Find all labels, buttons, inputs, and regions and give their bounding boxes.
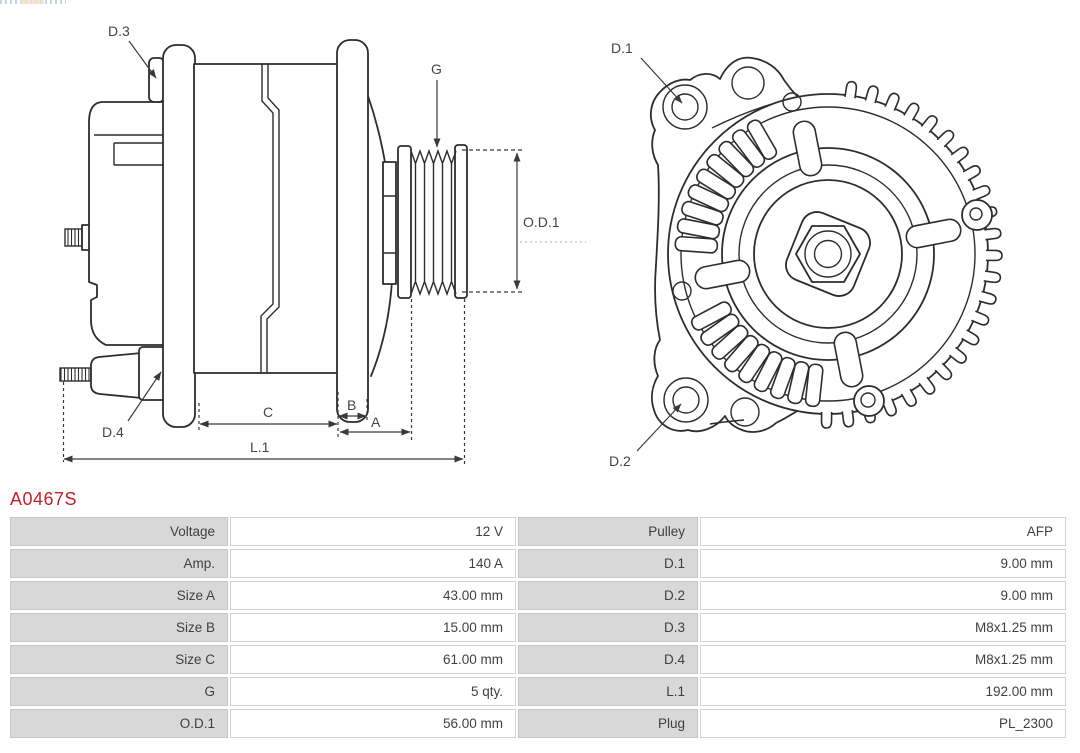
spec-label: D.1	[518, 549, 698, 578]
spec-value: 12 V	[230, 517, 516, 546]
spec-row	[10, 677, 1066, 706]
spec-value: 5 qty.	[230, 677, 516, 706]
spec-row	[10, 613, 1066, 642]
mounting-stud	[60, 368, 91, 381]
spec-value: 61.00 mm	[230, 645, 516, 674]
spec-value: 9.00 mm	[700, 549, 1066, 578]
page-corner-artifact	[0, 0, 66, 4]
spec-label: Size B	[10, 613, 228, 642]
spec-label: Size A	[10, 581, 228, 610]
spec-row	[10, 549, 1066, 578]
d1-hole	[672, 94, 698, 120]
d1-hole-boss	[663, 85, 707, 129]
spec-table	[8, 514, 1068, 741]
spec-value: PL_2300	[700, 709, 1066, 738]
spec-row	[10, 709, 1066, 738]
label-l1: L.1	[250, 439, 270, 455]
side-view	[60, 40, 467, 427]
spec-value: 140 A	[230, 549, 516, 578]
label-g: G	[431, 61, 442, 77]
spec-row	[10, 517, 1066, 546]
spec-label: Voltage	[10, 517, 228, 546]
spec-label: O.D.1	[10, 709, 228, 738]
spec-value: M8x1.25 mm	[700, 613, 1066, 642]
label-a: A	[371, 414, 381, 430]
spec-value: 192.00 mm	[700, 677, 1066, 706]
rear-view	[651, 58, 1002, 432]
label-d2: D.2	[609, 453, 631, 469]
spec-label: Amp.	[10, 549, 228, 578]
part-number: A0467S	[10, 489, 78, 509]
spec-label: Size C	[10, 645, 228, 674]
spec-label: Plug	[518, 709, 698, 738]
label-d4: D.4	[102, 424, 124, 440]
spec-row	[10, 645, 1066, 674]
spec-label: G	[10, 677, 228, 706]
spec-label: D.3	[518, 613, 698, 642]
spec-value: 43.00 mm	[230, 581, 516, 610]
spec-value: AFP	[700, 517, 1066, 546]
spec-row	[10, 581, 1066, 610]
spec-label: D.4	[518, 645, 698, 674]
spec-value: 15.00 mm	[230, 613, 516, 642]
spec-label: Pulley	[518, 517, 698, 546]
label-od1: O.D.1	[523, 214, 560, 230]
label-b: B	[347, 397, 357, 413]
spec-label: L.1	[518, 677, 698, 706]
label-c: C	[263, 404, 274, 420]
label-d1: D.1	[611, 40, 633, 56]
spec-value: M8x1.25 mm	[700, 645, 1066, 674]
spec-value: 9.00 mm	[700, 581, 1066, 610]
spec-label: D.2	[518, 581, 698, 610]
d3-bolt-boss	[149, 58, 164, 102]
terminal-stud	[65, 229, 82, 246]
label-d3: D.3	[108, 23, 130, 39]
spec-value: 56.00 mm	[230, 709, 516, 738]
